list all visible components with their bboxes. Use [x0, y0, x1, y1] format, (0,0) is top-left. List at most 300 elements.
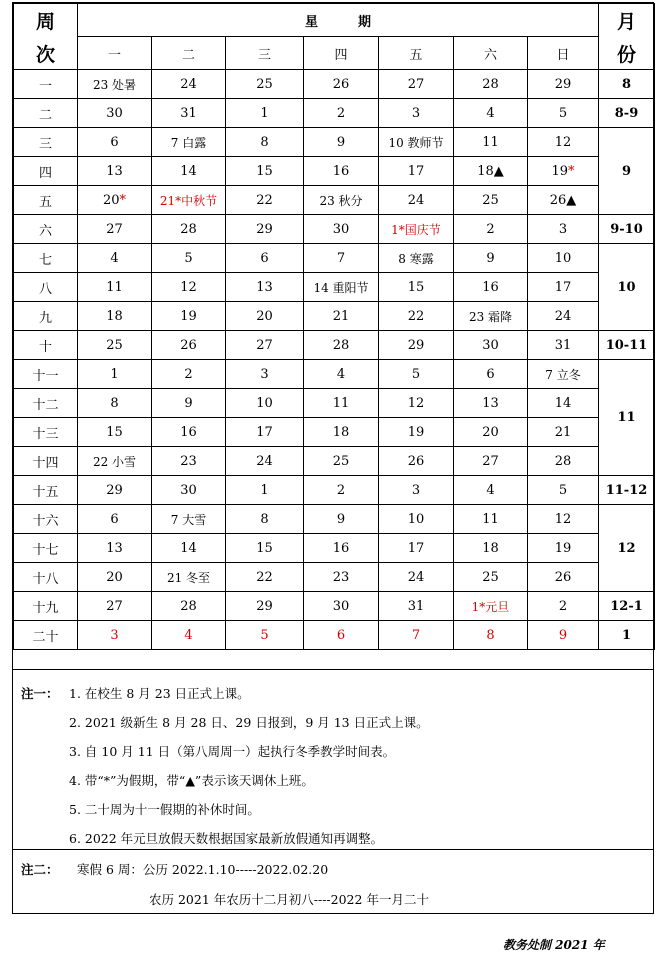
month-header-bottom: 份: [617, 43, 637, 66]
date-cell: [304, 534, 379, 563]
week-number: 十一: [14, 360, 78, 389]
date-text: 28: [554, 453, 572, 469]
date-cell: [152, 563, 226, 592]
date-cell: [379, 563, 454, 592]
date-cell: [78, 186, 152, 215]
date-text: 4: [110, 250, 119, 266]
date-cell: [379, 186, 454, 215]
date-text: 28: [180, 221, 197, 237]
note-item-4: 4. 带“*”为假期，带“▲”表示该天调休上班。: [69, 773, 314, 788]
date-cell: [78, 302, 152, 331]
week-number: 二: [14, 99, 78, 128]
day-header-3: 三: [226, 37, 304, 70]
date-text: 25: [256, 76, 273, 92]
date-cell: [226, 244, 304, 273]
date-text: 27: [407, 76, 425, 92]
date-text: 2: [336, 105, 346, 121]
date-text: 22: [407, 308, 425, 324]
date-text: 27: [482, 453, 499, 469]
date-text: 21*中秋节: [159, 193, 218, 208]
date-cell: [379, 389, 454, 418]
date-cell: [226, 534, 304, 563]
date-cell: [304, 476, 379, 505]
week-number: 四: [14, 157, 78, 186]
date-cell: [454, 621, 528, 650]
date-cell: [528, 534, 599, 563]
date-cell: [78, 331, 152, 360]
date-cell: [528, 389, 599, 418]
date-text: 25: [332, 453, 350, 469]
date-text: 7 立冬: [545, 367, 581, 382]
date-cell: [152, 273, 226, 302]
note-item-5: 5. 二十周为十一假期的补休时间。: [69, 802, 260, 817]
date-text: 12: [554, 511, 572, 527]
date-text: 31: [180, 105, 197, 121]
date-text: 26: [180, 337, 197, 353]
date-text: 5: [558, 482, 568, 498]
date-cell: [152, 186, 226, 215]
day-header-7: 日: [528, 37, 599, 70]
date-text: 16: [332, 540, 350, 556]
date-cell: [78, 505, 152, 534]
date-text: 8: [260, 511, 269, 527]
date-cell: [78, 215, 152, 244]
week-number: 八: [14, 273, 78, 302]
date-cell: [528, 128, 599, 157]
date-text: 8: [110, 395, 119, 411]
calendar-table: [13, 3, 655, 650]
date-text: 1*元旦: [471, 599, 510, 614]
date-cell: [152, 389, 226, 418]
week-header-bottom: 次: [35, 43, 55, 66]
date-cell: [78, 447, 152, 476]
week-number: 十七: [14, 534, 78, 563]
date-text: 6: [110, 134, 119, 150]
date-text: 2: [184, 366, 193, 382]
date-cell: [226, 476, 304, 505]
date-text: 23 秋分: [319, 193, 363, 208]
week-row: [14, 273, 655, 302]
week-row: [14, 331, 655, 360]
winter-break-solar: 寒假 6 周：公历 2022.1.10-----2022.02.20: [77, 862, 329, 877]
week-header-top: 周: [35, 10, 55, 33]
date-text: 20: [106, 569, 123, 585]
date-text: 23: [332, 569, 350, 585]
week-row: [14, 621, 655, 650]
date-text: 1: [110, 366, 119, 382]
date-cell: [78, 534, 152, 563]
date-text: 11: [482, 134, 499, 150]
week-number: 六: [14, 215, 78, 244]
date-text: 6: [260, 250, 269, 266]
date-cell: [304, 505, 379, 534]
date-cell: [78, 563, 152, 592]
date-text: 23: [180, 453, 197, 469]
date-cell: [304, 157, 379, 186]
date-text: 7: [336, 250, 346, 266]
month-label: 8: [599, 70, 655, 99]
date-text: 14: [180, 540, 197, 556]
date-cell: [379, 331, 454, 360]
date-cell: [78, 99, 152, 128]
week-row: [14, 476, 655, 505]
date-text: 4: [184, 627, 193, 643]
date-cell: [454, 273, 528, 302]
date-cell: [152, 215, 226, 244]
date-text: 1*国庆节: [391, 222, 441, 237]
date-cell: [304, 447, 379, 476]
date-cell: [78, 389, 152, 418]
date-text: 7 白露: [170, 135, 207, 150]
date-cell: [304, 302, 379, 331]
week-row: [14, 563, 655, 592]
date-cell: [379, 157, 454, 186]
date-cell: [379, 505, 454, 534]
date-cell: [152, 418, 226, 447]
date-text: 15: [256, 163, 273, 179]
date-text: 29: [407, 337, 425, 353]
date-text: 30: [180, 482, 197, 498]
month-label: 12: [599, 505, 655, 592]
date-text: 11: [106, 279, 123, 295]
week-row: [14, 360, 655, 389]
date-text: 3: [110, 627, 119, 643]
date-cell: [226, 389, 304, 418]
date-text: 2: [486, 221, 495, 237]
week-row: [14, 505, 655, 534]
week-number: 十: [14, 331, 78, 360]
date-cell: [152, 476, 226, 505]
week-column-header: [14, 4, 78, 70]
date-text: 15: [407, 279, 425, 295]
date-text: 7: [411, 627, 421, 643]
date-cell: [304, 563, 379, 592]
date-text: 16: [332, 163, 350, 179]
footer-credit: 教务处制 2021 年: [503, 938, 605, 952]
day-header-4: 四: [304, 37, 379, 70]
date-text: 27: [256, 337, 273, 353]
date-cell: [454, 302, 528, 331]
notes1-label: 注一：: [21, 686, 59, 701]
date-text: 3: [411, 105, 421, 121]
date-cell: [78, 70, 152, 99]
date-text: 23 霜降: [468, 309, 513, 324]
date-text: 27: [106, 598, 123, 614]
date-text: 8: [486, 627, 495, 643]
date-text: 30: [106, 105, 123, 121]
date-text: 17: [256, 424, 273, 440]
date-text: 21 冬至: [166, 570, 211, 585]
month-label: 8-9: [599, 99, 655, 128]
week-row: [14, 215, 655, 244]
date-cell: [454, 476, 528, 505]
date-text: 14: [180, 163, 197, 179]
date-cell: [528, 302, 599, 331]
date-text: 4: [486, 105, 495, 121]
date-text: 14 重阳节: [313, 280, 369, 295]
date-text: 10: [554, 250, 572, 266]
date-cell: [304, 128, 379, 157]
date-text: 26: [407, 453, 425, 469]
date-text: 9: [336, 134, 346, 150]
date-text: 1: [260, 105, 269, 121]
date-text: 31: [554, 337, 572, 353]
date-text: 3: [260, 366, 269, 382]
week-number: 三: [14, 128, 78, 157]
date-cell: [454, 157, 528, 186]
week-row: [14, 70, 655, 99]
month-label: 11-12: [599, 476, 655, 505]
date-cell: [152, 157, 226, 186]
date-cell: [454, 418, 528, 447]
date-text: 4: [486, 482, 495, 498]
date-cell: [528, 476, 599, 505]
date-cell: [226, 505, 304, 534]
date-text: 10 教师节: [388, 135, 444, 150]
date-cell: [78, 157, 152, 186]
week-number: 十九: [14, 592, 78, 621]
date-text: 28: [180, 598, 197, 614]
date-cell: [528, 215, 599, 244]
date-cell: [226, 621, 304, 650]
date-cell: [379, 273, 454, 302]
date-text: 29: [554, 76, 572, 92]
date-text: 24: [407, 569, 425, 585]
date-cell: [304, 331, 379, 360]
date-cell: [304, 215, 379, 244]
date-text: 9: [486, 250, 495, 266]
note-item-3: 3. 自 10 月 11 日（第八周周一）起执行冬季教学时间表。: [69, 744, 396, 759]
date-text: 8 寒露: [398, 251, 434, 266]
week-number: 九: [14, 302, 78, 331]
date-cell: [226, 215, 304, 244]
date-cell: [226, 157, 304, 186]
date-text: 9: [558, 627, 568, 643]
date-cell: [78, 476, 152, 505]
month-label: 9: [599, 128, 655, 215]
date-text: 24: [554, 308, 572, 324]
date-cell: [454, 244, 528, 273]
date-cell: [78, 360, 152, 389]
date-text: 12: [180, 279, 197, 295]
date-cell: [379, 476, 454, 505]
date-cell: [304, 592, 379, 621]
date-text: 6: [336, 627, 346, 643]
date-text: 27: [106, 221, 123, 237]
date-cell: [304, 273, 379, 302]
notes2-label: 注二：: [21, 862, 59, 877]
week-row: [14, 244, 655, 273]
date-text: 13: [106, 163, 123, 179]
date-cell: [152, 302, 226, 331]
date-text: 14: [554, 395, 572, 411]
week-row: [14, 157, 655, 186]
month-label: 1: [599, 621, 655, 650]
month-label: 11: [599, 360, 655, 476]
date-text: 10: [256, 395, 273, 411]
date-text: 13: [106, 540, 123, 556]
date-cell: [379, 534, 454, 563]
date-cell: [304, 70, 379, 99]
date-cell: [379, 360, 454, 389]
date-text: 22: [256, 569, 273, 585]
date-text: 18: [106, 308, 123, 324]
date-cell: [379, 621, 454, 650]
calendar-frame: [12, 2, 654, 914]
date-cell: [528, 186, 599, 215]
date-text: 8: [260, 134, 269, 150]
date-cell: [226, 360, 304, 389]
date-cell: [528, 70, 599, 99]
date-text: 28: [482, 76, 499, 92]
date-text: 18▲: [477, 163, 504, 179]
date-text: 30: [332, 598, 350, 614]
date-text: 28: [332, 337, 350, 353]
date-cell: [454, 389, 528, 418]
date-text: 24: [407, 192, 425, 208]
date-cell: [304, 244, 379, 273]
date-cell: [454, 99, 528, 128]
date-text: 5: [260, 627, 269, 643]
date-cell: [454, 128, 528, 157]
date-text: 10: [407, 511, 425, 527]
date-cell: [78, 592, 152, 621]
date-cell: [379, 302, 454, 331]
day-header-5: 五: [379, 37, 454, 70]
date-cell: [304, 389, 379, 418]
month-label: 10-11: [599, 331, 655, 360]
date-text: 18: [332, 424, 350, 440]
date-text: 19: [551, 163, 569, 179]
week-row: [14, 447, 655, 476]
date-cell: [152, 331, 226, 360]
date-cell: [152, 360, 226, 389]
month-label: 12-1: [599, 592, 655, 621]
holiday-star: *: [119, 192, 127, 208]
date-cell: [304, 621, 379, 650]
date-cell: [379, 447, 454, 476]
date-text: 16: [482, 279, 499, 295]
date-text: 17: [554, 279, 572, 295]
date-text: 26: [554, 569, 572, 585]
date-text: 29: [256, 221, 273, 237]
date-cell: [152, 244, 226, 273]
date-text: 18: [482, 540, 499, 556]
date-cell: [226, 302, 304, 331]
date-cell: [152, 128, 226, 157]
note-item-2: 2. 2021 级新生 8 月 28 日、29 日报到，9 月 13 日正式上课。: [69, 715, 429, 730]
date-text: 22: [256, 192, 273, 208]
week-row: [14, 418, 655, 447]
week-number: 七: [14, 244, 78, 273]
day-header-6: 六: [454, 37, 528, 70]
date-cell: [528, 563, 599, 592]
week-number: 十三: [14, 418, 78, 447]
date-cell: [379, 418, 454, 447]
date-text: 24: [256, 453, 273, 469]
date-text: 19: [407, 424, 425, 440]
week-number: 十四: [14, 447, 78, 476]
date-cell: [379, 70, 454, 99]
date-text: 24: [180, 76, 197, 92]
date-cell: [78, 418, 152, 447]
date-cell: [152, 70, 226, 99]
week-row: [14, 302, 655, 331]
date-text: 9: [184, 395, 193, 411]
date-cell: [528, 505, 599, 534]
month-label: 9-10: [599, 215, 655, 244]
date-cell: [454, 215, 528, 244]
date-cell: [152, 505, 226, 534]
date-cell: [226, 331, 304, 360]
date-text: 20: [102, 192, 120, 208]
date-cell: [226, 563, 304, 592]
date-cell: [152, 534, 226, 563]
date-text: 3: [411, 482, 421, 498]
date-text: 11: [332, 395, 350, 411]
date-cell: [226, 418, 304, 447]
date-cell: [78, 621, 152, 650]
date-text: 13: [256, 279, 273, 295]
date-cell: [454, 70, 528, 99]
date-text: 5: [558, 105, 568, 121]
week-row: [14, 534, 655, 563]
date-text: 21: [554, 424, 572, 440]
date-text: 11: [482, 511, 499, 527]
date-cell: [528, 621, 599, 650]
day-header-1: 一: [78, 37, 152, 70]
date-text: 5: [411, 366, 421, 382]
date-text: 23 处暑: [92, 77, 137, 92]
date-text: 20: [256, 308, 273, 324]
date-cell: [226, 70, 304, 99]
date-cell: [152, 99, 226, 128]
date-cell: [304, 186, 379, 215]
month-header-top: 月: [617, 10, 637, 33]
date-cell: [379, 592, 454, 621]
date-cell: [528, 592, 599, 621]
day-header-2: 二: [152, 37, 226, 70]
date-text: 2: [336, 482, 346, 498]
date-text: 17: [407, 163, 425, 179]
date-cell: [454, 592, 528, 621]
date-text: 26: [332, 76, 350, 92]
date-cell: [379, 215, 454, 244]
winter-break-lunar: 农历 2021 年农历十二月初八----2022 年一月二十: [149, 892, 429, 907]
date-cell: [78, 244, 152, 273]
date-cell: [528, 273, 599, 302]
date-text: 30: [482, 337, 499, 353]
date-text: 15: [106, 424, 123, 440]
date-text: 1: [260, 482, 269, 498]
date-cell: [304, 99, 379, 128]
date-text: 3: [558, 221, 568, 237]
date-cell: [528, 157, 599, 186]
date-cell: [226, 128, 304, 157]
date-cell: [454, 534, 528, 563]
notes-section-1: [13, 669, 653, 848]
week-number: 十二: [14, 389, 78, 418]
month-label: 10: [599, 244, 655, 331]
date-cell: [454, 505, 528, 534]
date-text: 16: [180, 424, 197, 440]
date-cell: [454, 447, 528, 476]
date-cell: [528, 360, 599, 389]
date-text: 4: [336, 366, 346, 382]
date-cell: [528, 99, 599, 128]
week-number: 十八: [14, 563, 78, 592]
date-text: 30: [332, 221, 350, 237]
